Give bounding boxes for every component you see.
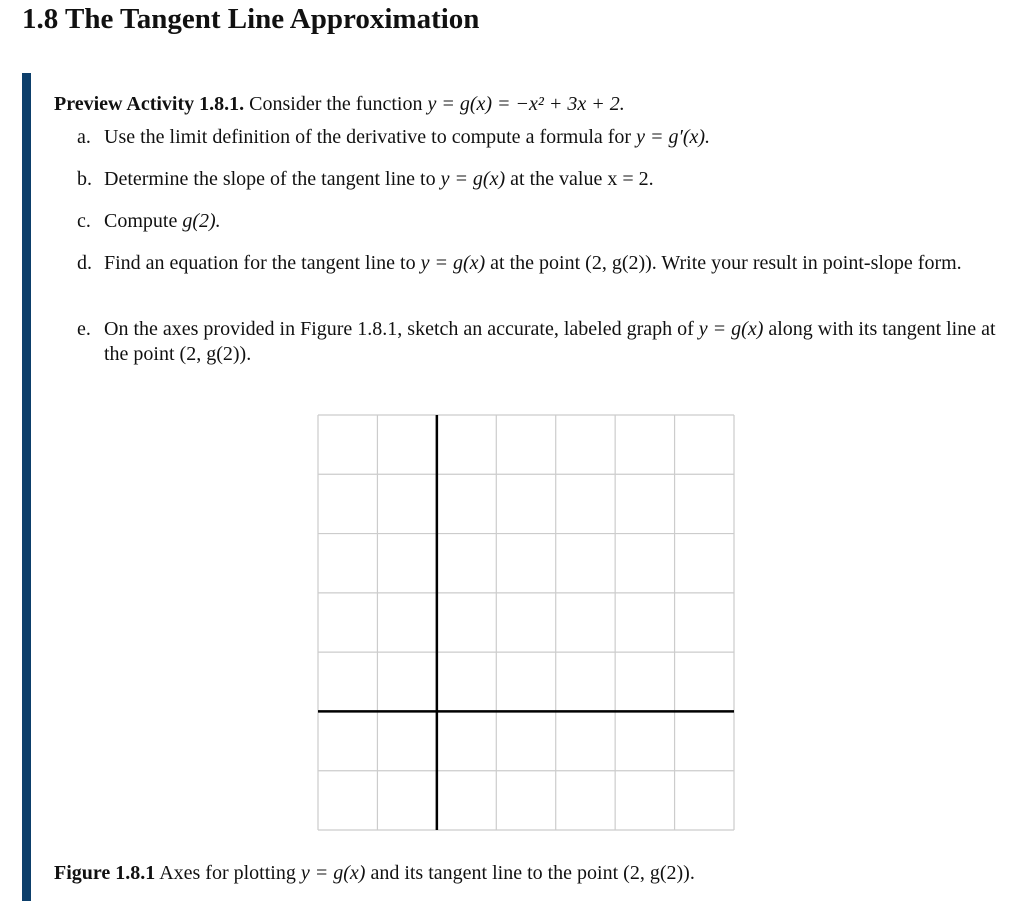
task-tail: along with its tangent line at the point (2, g(2)). <box>104 318 996 365</box>
activity-intro <box>54 90 625 118</box>
task-body <box>104 251 1007 276</box>
section-title: 1.8 The Tangent Line Approximation <box>22 3 480 35</box>
activity-label: Preview Activity 1.8.1. <box>54 93 245 115</box>
task-math: y = g′(x). <box>636 126 711 148</box>
task-body <box>104 125 1007 150</box>
task-text: Determine the slope of the tangent line to <box>104 168 436 190</box>
task-body <box>104 167 1007 192</box>
activity-sidebar-bar <box>22 73 31 901</box>
task-text: Use the limit definition of the derivative to compute a formula for <box>104 126 632 148</box>
task-text: Compute <box>104 210 178 232</box>
figure-caption <box>54 860 695 886</box>
task-marker: e. <box>77 318 91 340</box>
task-marker: c. <box>77 210 91 232</box>
figure-blank-axes-grid <box>316 413 736 832</box>
task-math: y = g(x) <box>698 318 764 340</box>
figure-caption-tail: and its tangent line to the point (2, g(2)). <box>370 862 695 884</box>
activity-intro-text: Consider the function <box>249 93 423 115</box>
task-text: Find an equation for the tangent line to <box>104 252 416 274</box>
task-tail: at the point (2, g(2)). Write your result in point-slope form. <box>490 252 962 274</box>
task-math: y = g(x) <box>440 168 506 190</box>
task-tail: at the value x = 2. <box>510 168 654 190</box>
task-item-b <box>77 167 1007 192</box>
task-item-e <box>77 317 1007 367</box>
task-item-a <box>77 125 1007 150</box>
task-item-c <box>77 209 1007 234</box>
figure-caption-label: Figure 1.8.1 <box>54 862 156 884</box>
figure-caption-text: Axes for plotting <box>159 862 296 884</box>
task-math: y = g(x) <box>420 252 486 274</box>
task-body <box>104 209 1007 234</box>
task-marker: d. <box>77 252 92 274</box>
task-marker: b. <box>77 168 92 190</box>
figure-caption-math: y = g(x) <box>300 862 366 884</box>
task-math: g(2). <box>182 210 221 232</box>
task-marker: a. <box>77 126 91 148</box>
task-item-d <box>77 251 1007 276</box>
task-body <box>104 317 1007 367</box>
activity-function-formula: y = g(x) = −x² + 3x + 2. <box>427 93 625 115</box>
task-text: On the axes provided in Figure 1.8.1, sketch an accurate, labeled graph of <box>104 318 694 340</box>
